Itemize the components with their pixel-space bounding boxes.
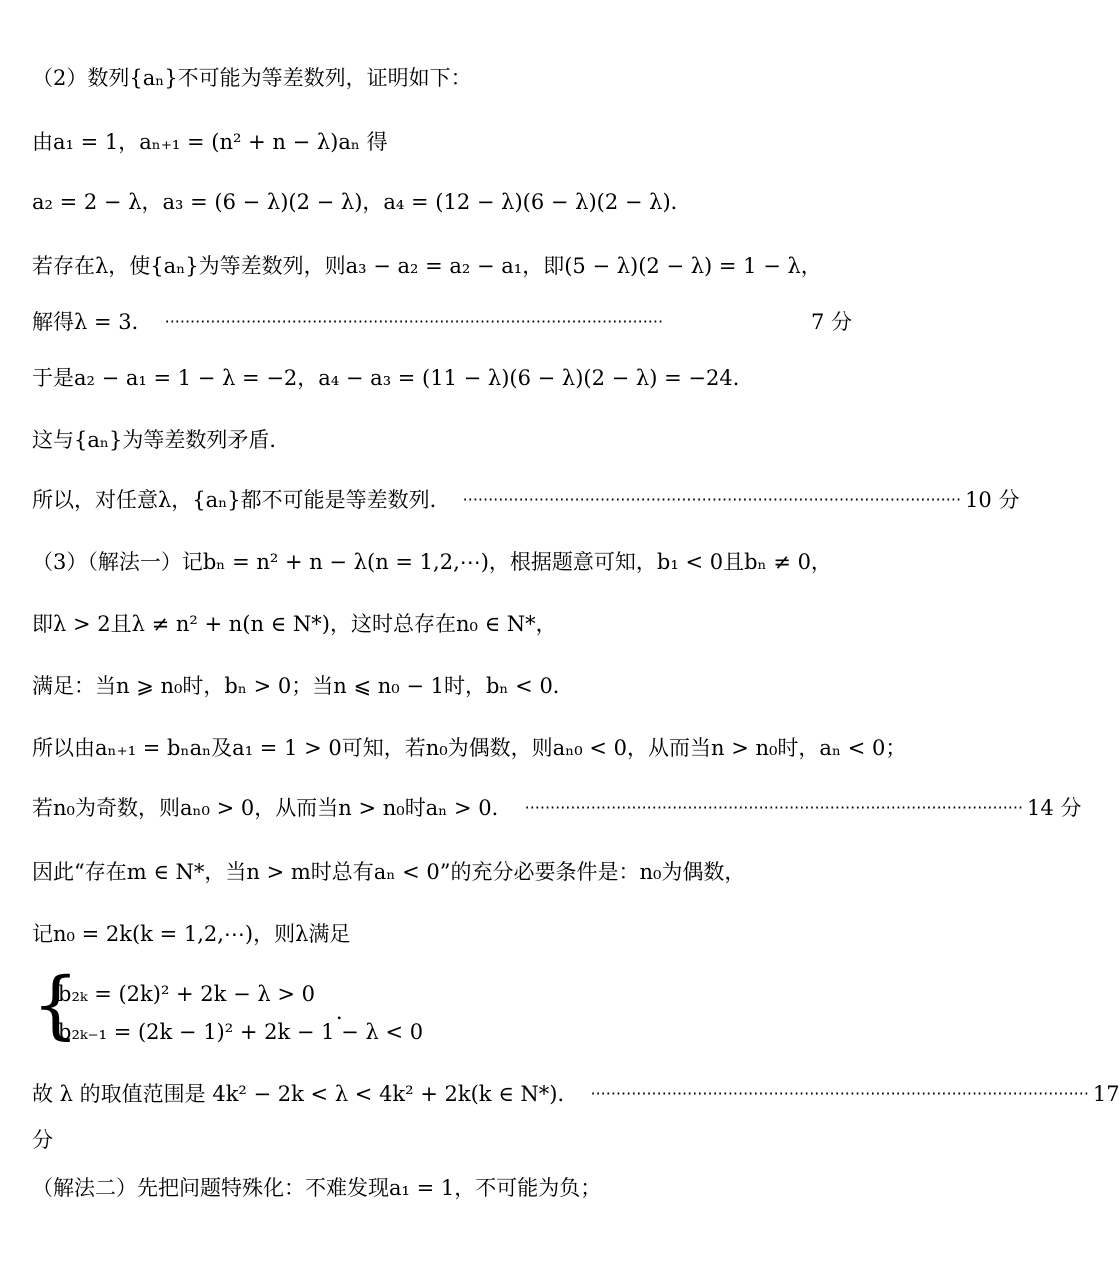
line-part2-claim: （2）数列{aₙ}不可能为等差数列，证明如下：: [32, 66, 472, 90]
score-mark: 17: [1092, 1082, 1120, 1106]
line-odd-case-text: 若n₀为奇数，则aₙ₀ > 0，从而当n > n₀时aₙ > 0．: [32, 796, 513, 820]
system-period: ．: [336, 1000, 357, 1024]
line-method2: （解法二）先把问题特殊化：不难发现a₁ = 1，不可能为负；: [32, 1176, 602, 1200]
system-inequality-1: b₂ₖ = (2k)² + 2k − λ > 0: [58, 982, 315, 1006]
line-part3-method1: （3）（解法一）记bₙ = n² + n − λ(n = 1,2,⋯)，根据题意可知，b₁ < 0且bₙ ≠ 0，: [32, 550, 832, 574]
score-mark: 7 分: [810, 310, 852, 334]
score-mark: 10 分: [965, 488, 1020, 512]
line-solve: [32, 306, 852, 338]
score-mark: 14 分: [1027, 796, 1082, 820]
line-assume: 若存在λ，使{aₙ}为等差数列，则a₃ − a₂ = a₂ − a₁，即(5 − λ)(2 − λ) = 1 − λ，: [32, 254, 822, 278]
system-brace: {: [32, 962, 80, 1048]
system-inequality-2: b₂ₖ₋₁ = (2k − 1)² + 2k − 1 − λ < 0: [58, 1020, 424, 1044]
line-bn-sign: 满足：当n ⩾ n₀时，bₙ > 0；当n ⩽ n₀ − 1时，bₙ < 0．: [32, 674, 574, 698]
line-odd-case: [32, 792, 1082, 824]
line-conclusion: [32, 484, 1020, 516]
leader-dots: ··································································································: [164, 312, 664, 331]
line-conclusion-text: 所以，对任意λ，{aₙ}都不可能是等差数列．: [32, 488, 451, 512]
line-range: [32, 1078, 1120, 1110]
line-terms: a₂ = 2 − λ，a₃ = (6 − λ)(2 − λ)，a₄ = (12 − λ)(6 − λ)(2 − λ)．: [32, 190, 692, 214]
line-recurrence: 由a₁ = 1，aₙ₊₁ = (n² + n − λ)aₙ 得: [32, 130, 388, 154]
leader-dots: ··································································································: [462, 490, 962, 509]
line-even-case: 所以由aₙ₊₁ = bₙaₙ及a₁ = 1 > 0可知，若n₀为偶数，则aₙ₀ < 0，从而当n > n₀时，aₙ < 0；: [32, 736, 907, 760]
line-range-text: 故 λ 的取值范围是 4k² − 2k < λ < 4k² + 2k(k ∈ N*)．: [32, 1082, 579, 1106]
leader-dots: ··································································································: [524, 798, 1024, 817]
line-differences: 于是a₂ − a₁ = 1 − λ = −2，a₄ − a₃ = (11 − λ)(6 − λ)(2 − λ) = −24．: [32, 366, 754, 390]
line-solve-text: 解得λ = 3．: [32, 310, 153, 334]
leader-dots: ··································································································: [590, 1084, 1089, 1103]
line-set-n0: 记n₀ = 2k(k = 1,2,⋯)，则λ满足: [32, 922, 351, 946]
line-lambda-condition: 即λ > 2且λ ≠ n² + n(n ∈ N*)，这时总存在n₀ ∈ N*，: [32, 612, 557, 636]
line-necessary-sufficient: 因此“存在m ∈ N*，当n > m时总有aₙ < 0”的充分必要条件是：n₀为偶数，: [32, 860, 746, 884]
line-contradiction: 这与{aₙ}为等差数列矛盾．: [32, 428, 291, 452]
line-score-unit: 分: [32, 1128, 53, 1152]
